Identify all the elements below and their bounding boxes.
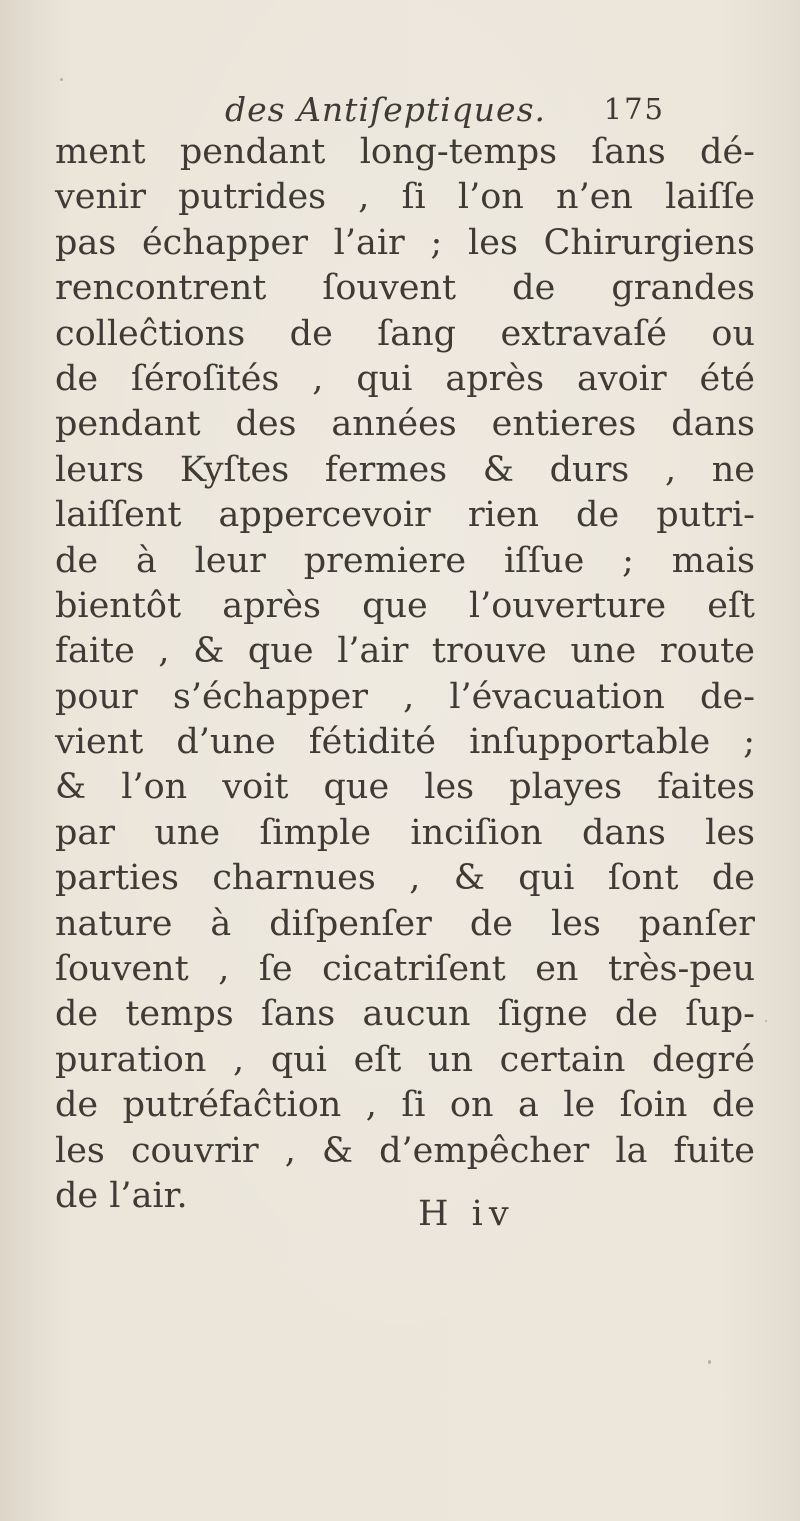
paper-speck <box>765 1020 767 1022</box>
text-line: leurs Kyſtes fermes & durs , ne <box>55 449 755 490</box>
text-line: pour s’échapper , l’évacuation de- <box>55 676 755 717</box>
text-line: par une ſimple inciſion dans les <box>55 812 755 853</box>
signature-mark: H iv <box>418 1194 515 1234</box>
text-line: ſouvent , ſe cicatriſent en très-peu <box>55 949 755 990</box>
text-line: les couvrir , & d’empêcher la fuite <box>55 1130 755 1171</box>
text-line: bientôt après que l’ouverture eſt <box>55 585 755 626</box>
running-head-title: des Antiſeptiques. <box>225 90 546 129</box>
text-line: de temps ſans aucun ſigne de ſup- <box>55 994 755 1035</box>
text-line: vient d’une fétidité inſupportable ; <box>55 722 755 763</box>
text-line: de à leur premiere iſſue ; mais <box>55 540 755 581</box>
page-number: 175 <box>603 92 665 126</box>
text-line: de ſéroſités , qui après avoir été <box>55 358 755 399</box>
text-line: ment pendant long-temps ſans dé- <box>55 132 755 172</box>
text-line: laiſſent appercevoir rien de putri- <box>55 495 755 536</box>
text-line: pas échapper l’air ; les Chirurgiens <box>55 222 755 263</box>
text-line: faite , & que l’air trouve une route <box>55 631 755 672</box>
text-line: rencontrent ſouvent de grandes <box>55 268 755 309</box>
paper-speck <box>708 1360 711 1364</box>
text-line: nature à diſpenſer de les panſer <box>55 903 755 944</box>
text-line: colleĉtions de ſang extravaſé ou <box>55 313 755 354</box>
text-line: venir putrides , ſi l’on n’en laiſſe <box>55 177 755 218</box>
text-line: puration , qui eſt un certain degré <box>55 1039 755 1080</box>
text-line: de putréfaĉtion , ſi on a le ſoin de <box>55 1085 755 1126</box>
text-line: pendant des années entieres dans <box>55 404 755 445</box>
text-line: parties charnues , & qui ſont de <box>55 858 755 899</box>
text-line: & l’on voit que les playes faites <box>55 767 755 808</box>
running-head <box>225 90 665 134</box>
body-text <box>55 130 755 1219</box>
text-line-last: de l’air. <box>55 1175 188 1216</box>
paper-speck <box>60 78 63 81</box>
